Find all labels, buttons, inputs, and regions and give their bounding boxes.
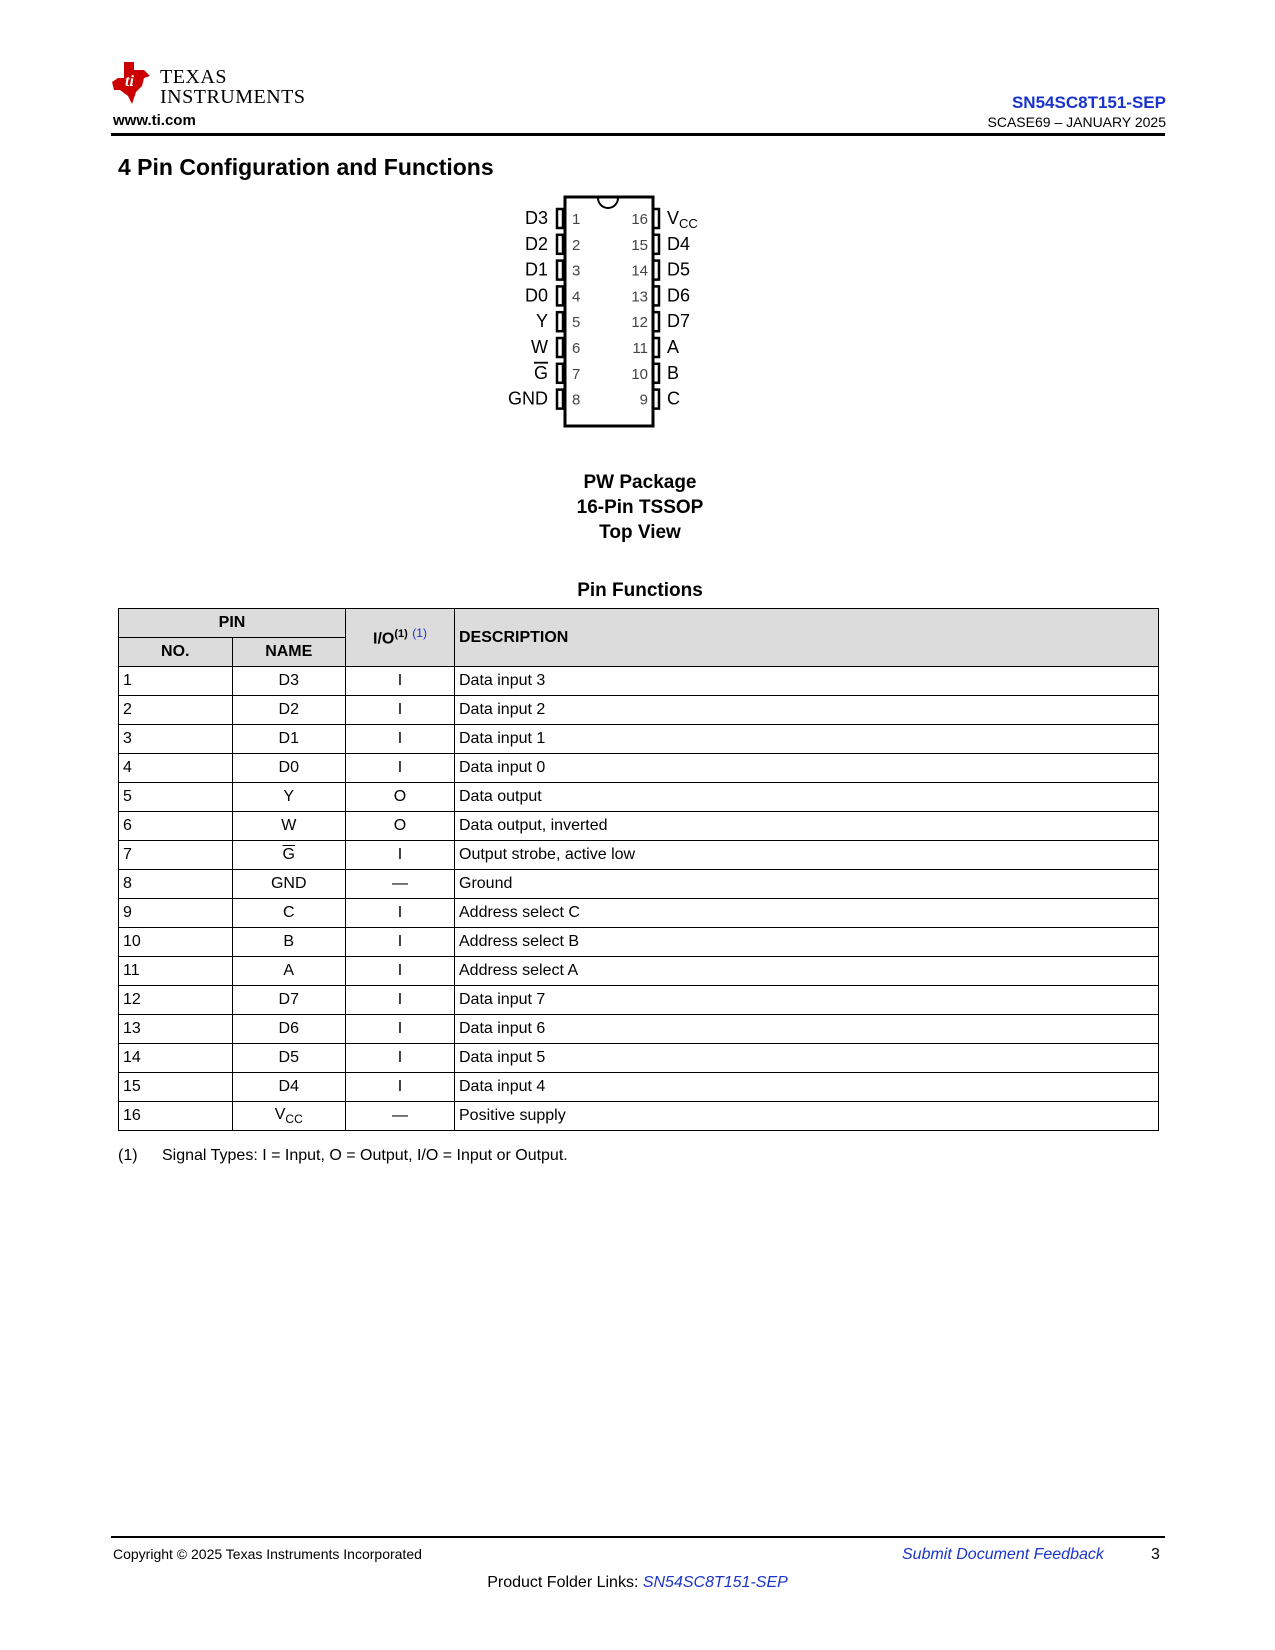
page-number: 3 — [1151, 1546, 1160, 1563]
cell-description: Data input 0 — [455, 754, 1159, 783]
pin-diagram — [508, 200, 760, 450]
cell-name: D6 — [232, 1015, 346, 1044]
logo-text-line1: TEXAS — [160, 66, 227, 88]
table-row — [119, 957, 1159, 986]
pin-5-number: 5 — [572, 314, 581, 332]
cell-name: W — [232, 812, 346, 841]
table-row — [119, 841, 1159, 870]
table-row — [119, 1015, 1159, 1044]
pin-3-name: D1 — [524, 259, 548, 280]
table-row — [119, 783, 1159, 812]
caption-line-pins: 16-Pin TSSOP — [576, 497, 704, 518]
table-row — [119, 870, 1159, 899]
cell-io: I — [346, 1073, 455, 1102]
ti-logo — [110, 60, 310, 108]
pin-15-name: D4 — [667, 233, 691, 254]
header-io — [346, 609, 455, 667]
cell-io: I — [346, 667, 455, 696]
cell-no: 2 — [119, 696, 233, 725]
section-title: 4 Pin Configuration and Functions — [118, 154, 494, 180]
cell-description: Data input 7 — [455, 986, 1159, 1015]
cell-name: D2 — [232, 696, 346, 725]
pin-11-lead — [653, 338, 659, 357]
pin-14-name: D5 — [667, 259, 691, 280]
cell-no: 11 — [119, 957, 233, 986]
footer-divider — [111, 1536, 1165, 1538]
cell-name: $\overline{G}$ — [232, 841, 346, 870]
header-name: NAME — [232, 638, 346, 667]
pin-4-number: 4 — [572, 288, 581, 306]
cell-no: 8 — [119, 870, 233, 899]
cell-io: I — [346, 957, 455, 986]
pin1-notch — [598, 198, 618, 208]
package-caption — [500, 470, 780, 545]
ti-logo-icon — [110, 60, 156, 106]
header-io-label: I/O — [373, 630, 395, 648]
pin-15-lead — [653, 235, 659, 254]
pin-8-name: GND — [508, 388, 548, 409]
copyright: Copyright © 2025 Texas Instruments Incorporated — [113, 1546, 422, 1562]
cell-description: Data input 2 — [455, 696, 1159, 725]
cell-io: I — [346, 899, 455, 928]
cell-io: I — [346, 986, 455, 1015]
cell-description: Address select C — [455, 899, 1159, 928]
pin-6-name: W — [531, 337, 548, 357]
pin-10-number: 10 — [631, 365, 648, 383]
pin-3-lead — [557, 261, 563, 280]
footnote-link[interactable]: (1) — [412, 626, 427, 641]
header-divider — [111, 133, 1165, 136]
pin-functions-table — [118, 608, 1159, 1131]
site-url[interactable]: www.ti.com — [113, 112, 196, 129]
cell-no: 5 — [119, 783, 233, 812]
header-io-sup: (1) — [394, 628, 408, 641]
cell-description: Data output — [455, 783, 1159, 812]
pin-8-number: 8 — [572, 391, 581, 409]
pin-10-lead — [653, 364, 659, 383]
pin-14-number: 14 — [631, 262, 648, 280]
cell-description: Data input 4 — [455, 1073, 1159, 1102]
footnote — [118, 1147, 568, 1165]
table-row — [119, 725, 1159, 754]
pin-7-lead — [557, 364, 563, 383]
pin-12-name: D7 — [667, 311, 691, 332]
product-folder-links — [0, 1574, 1275, 1592]
cell-description: Data input 6 — [455, 1015, 1159, 1044]
pin-12-lead — [653, 312, 659, 331]
header-no: NO. — [119, 638, 233, 667]
pin-6-number: 6 — [572, 340, 581, 357]
cell-description: Address select A — [455, 957, 1159, 986]
cell-name: D5 — [232, 1044, 346, 1073]
cell-io: I — [346, 754, 455, 783]
cell-no: 10 — [119, 928, 233, 957]
cell-name: D3 — [232, 667, 346, 696]
pin-4-name: D0 — [524, 285, 548, 306]
pin-5-name: Y — [535, 311, 548, 332]
cell-io: I — [346, 1015, 455, 1044]
pin-1-number: 1 — [572, 211, 581, 228]
cell-io: I — [346, 725, 455, 754]
cell-no: 1 — [119, 667, 233, 696]
pin-16-lead — [653, 209, 659, 228]
cell-description: Data input 1 — [455, 725, 1159, 754]
pin-2-number: 2 — [572, 236, 581, 254]
right-pins — [631, 208, 697, 409]
table-row — [119, 812, 1159, 841]
header-part-number[interactable]: SN54SC8T151-SEP — [1011, 93, 1166, 112]
cell-name: GND — [232, 870, 346, 899]
caption-line-package: PW Package — [583, 472, 697, 493]
cell-no: 12 — [119, 986, 233, 1015]
cell-description: Data output, inverted — [455, 812, 1159, 841]
pin-2-name: D2 — [524, 233, 548, 254]
footnote-number: (1) — [118, 1147, 138, 1164]
cell-io: O — [346, 783, 455, 812]
pin-9-name: C — [667, 388, 680, 409]
cell-name: B — [232, 928, 346, 957]
pin-5-lead — [557, 312, 563, 331]
table-row — [119, 928, 1159, 957]
cell-no: 6 — [119, 812, 233, 841]
pin-3-number: 3 — [572, 262, 581, 280]
pin-11-number: 11 — [632, 340, 648, 357]
cell-io: I — [346, 928, 455, 957]
table-row — [119, 1073, 1159, 1102]
doc-id: SCASE69 – JANUARY 2025 — [987, 114, 1166, 130]
pin-1-lead — [557, 209, 563, 228]
cell-description: Address select B — [455, 928, 1159, 957]
table-title: Pin Functions — [577, 580, 703, 601]
cell-io: O — [346, 812, 455, 841]
cell-no: 13 — [119, 1015, 233, 1044]
cell-io: — — [346, 870, 455, 899]
cell-name: C — [232, 899, 346, 928]
pin-7-name: G — [533, 362, 548, 383]
cell-description: Data input 5 — [455, 1044, 1159, 1073]
cell-description: Ground — [455, 870, 1159, 899]
table-row — [119, 667, 1159, 696]
cell-description: Positive supply — [455, 1102, 1159, 1131]
cell-no: 4 — [119, 754, 233, 783]
cell-no: 3 — [119, 725, 233, 754]
cell-no: 9 — [119, 899, 233, 928]
pin-2-lead — [557, 235, 563, 254]
cell-no: 15 — [119, 1073, 233, 1102]
table-row — [119, 1044, 1159, 1073]
pin-16-name: $V_{CC}$ — [667, 208, 698, 231]
caption-line-view: Top View — [599, 522, 681, 543]
header-description: DESCRIPTION — [455, 609, 1159, 667]
svg-text:ti: ti — [125, 73, 134, 90]
folder-links-label: Product Folder Links: — [487, 1574, 643, 1591]
cell-no: 16 — [119, 1102, 233, 1131]
pin-10-name: B — [667, 362, 680, 383]
pin-12-number: 12 — [631, 314, 648, 332]
cell-name: A — [232, 957, 346, 986]
table-row — [119, 696, 1159, 725]
pin-16-number: 16 — [631, 211, 648, 228]
footnote-text: Signal Types: I = Input, O = Output, I/O = Input or Output. — [162, 1147, 568, 1164]
table-row — [119, 754, 1159, 783]
cell-description: Output strobe, active low — [455, 841, 1159, 870]
cell-name: D7 — [232, 986, 346, 1015]
cell-io: — — [346, 1102, 455, 1131]
cell-io: I — [346, 841, 455, 870]
pin-13-number: 13 — [631, 288, 648, 306]
cell-io: I — [346, 696, 455, 725]
header-pin: PIN — [119, 609, 346, 638]
cell-no: 14 — [119, 1044, 233, 1073]
pin-4-lead — [557, 286, 563, 305]
cell-name: D4 — [232, 1073, 346, 1102]
pin-15-number: 15 — [631, 236, 648, 254]
pin-14-lead — [653, 261, 659, 280]
table-row — [119, 986, 1159, 1015]
pin-13-lead — [653, 286, 659, 305]
cell-name: $V_{CC}$ — [232, 1102, 346, 1131]
pin-9-lead — [653, 390, 659, 409]
pin-13-name: D6 — [667, 285, 691, 306]
product-folder-link[interactable]: SN54SC8T151-SEP — [642, 1574, 788, 1591]
pin-11-name: A — [667, 337, 680, 357]
left-pins — [508, 208, 580, 409]
table-row — [119, 899, 1159, 928]
cell-name: D0 — [232, 754, 346, 783]
submit-feedback-link[interactable]: Submit Document Feedback — [902, 1546, 1104, 1563]
pin-1-name: D3 — [524, 208, 548, 228]
pin-6-lead — [557, 338, 563, 357]
logo-text-line2: INSTRUMENTS — [160, 86, 306, 108]
cell-name: D1 — [232, 725, 346, 754]
pin-9-number: 9 — [639, 391, 648, 409]
cell-no: 7 — [119, 841, 233, 870]
pin-8-lead — [557, 390, 563, 409]
pin-rows — [119, 667, 1159, 1131]
pin-7-number: 7 — [572, 365, 581, 383]
cell-name: Y — [232, 783, 346, 812]
cell-io: I — [346, 1044, 455, 1073]
cell-description: Data input 3 — [455, 667, 1159, 696]
table-row — [119, 1102, 1159, 1131]
